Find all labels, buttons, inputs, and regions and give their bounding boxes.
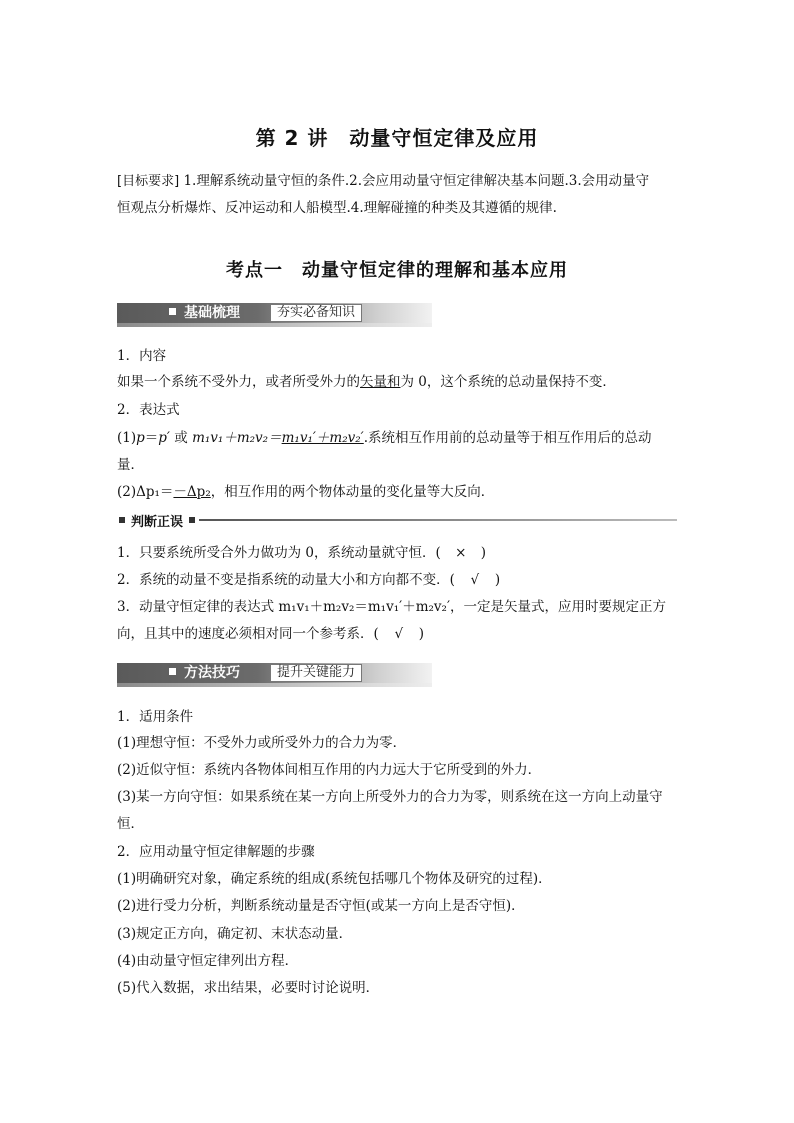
banner-shadow	[117, 323, 432, 327]
section-title: 考点一 动量守恒定律的理解和基本应用	[226, 260, 568, 281]
blank-answer: m₁v₁′＋m₂v₂′	[281, 430, 364, 446]
square-bullet-icon	[169, 308, 176, 315]
expression-2: (2)Δp₁＝－Δp₂，相互作用的两个物体动量的变化量等大反向．	[117, 484, 495, 500]
answer-mark: √	[394, 626, 404, 642]
judge-item-3b: 向，且其中的速度必须相对同一个参考系．( √ )	[117, 626, 425, 642]
blank-answer: －Δp₂	[173, 484, 211, 500]
goals-text-1: 1.理解系统动量守恒的条件.2.会应用动量守恒定律解决基本问题.3.会用动量守	[183, 173, 650, 189]
banner-light-label: 提升关键能力	[270, 664, 362, 682]
square-bullet-icon	[189, 517, 195, 523]
banner-shadow	[117, 683, 432, 687]
banner-dark-label: 方法技巧	[169, 665, 240, 681]
banner-light-label: 夯实必备知识	[270, 304, 362, 322]
expression-1: (1)p＝p′ 或 m₁v₁＋m₂v₂＝m₁v₁′＋m₂v₂′.系统相互作用前的总动量等于相互作用后的总动	[117, 430, 652, 446]
goals-line-1	[117, 172, 682, 191]
condition-1: (1)理想守恒：不受外力或所受外力的合力为零．	[117, 735, 407, 751]
judge-item-1: 1．只要系统所受合外力做功为 0，系统动量就守恒．( × )	[117, 545, 487, 561]
step-2: (2)进行受力分析，判断系统动量是否守恒(或某一方向上是否守恒)．	[117, 898, 525, 914]
judge-item-2: 2．系统的动量不变是指系统的动量大小和方向都不变．( √ )	[117, 572, 501, 588]
judge-item-3a: 3．动量守恒定律的表达式 m₁v₁＋m₂v₂＝m₁v₁′＋m₂v₂′，一定是矢量式，应用时要规定正方	[117, 599, 667, 615]
step-1: (1)明确研究对象，确定系统的组成(系统包括哪几个物体及研究的过程)．	[117, 871, 552, 887]
condition-3a: (3)某一方向守恒：如果系统在某一方向上所受外力的合力为零，则系统在这一方向上动量守	[117, 789, 663, 805]
condition-3b: 恒．	[117, 816, 144, 832]
methods-heading-2: 2．应用动量守恒定律解题的步骤	[117, 844, 315, 860]
square-bullet-icon	[169, 668, 176, 675]
goals-line-2: 恒观点分析爆炸、反冲运动和人船模型.4.理解碰撞的种类及其遵循的规律.	[117, 200, 557, 216]
answer-mark: ×	[455, 545, 467, 561]
basics-heading-1: 1．内容	[117, 348, 167, 364]
banner-basics	[117, 303, 432, 323]
answer-mark: √	[470, 572, 480, 588]
lesson-title: 第 2 讲 动量守恒定律及应用	[255, 126, 539, 150]
judge-label: 判断正误	[131, 515, 184, 530]
goals-tag: [目标要求]	[117, 174, 180, 189]
blank-answer: 矢量和	[360, 374, 401, 390]
basics-heading-2: 2．表达式	[117, 402, 180, 418]
condition-2: (2)近似守恒：系统内各物体间相互作用的内力远大于它所受到的外力．	[117, 762, 542, 778]
divider	[199, 519, 677, 521]
step-3: (3)规定正方向，确定初、末状态动量．	[117, 926, 353, 942]
basics-content: 如果一个系统不受外力，或者所受外力的矢量和为 0，这个系统的总动量保持不变．	[117, 374, 616, 390]
square-bullet-icon	[119, 517, 125, 523]
methods-heading-1: 1．适用条件	[117, 709, 194, 725]
banner-dark-label: 基础梳理	[169, 305, 240, 321]
judge-header	[117, 513, 677, 530]
expression-1-cont: 量．	[117, 457, 144, 473]
banner-methods	[117, 663, 432, 683]
step-4: (4)由动量守恒定律列出方程．	[117, 953, 299, 969]
step-5: (5)代入数据，求出结果，必要时讨论说明．	[117, 980, 380, 996]
